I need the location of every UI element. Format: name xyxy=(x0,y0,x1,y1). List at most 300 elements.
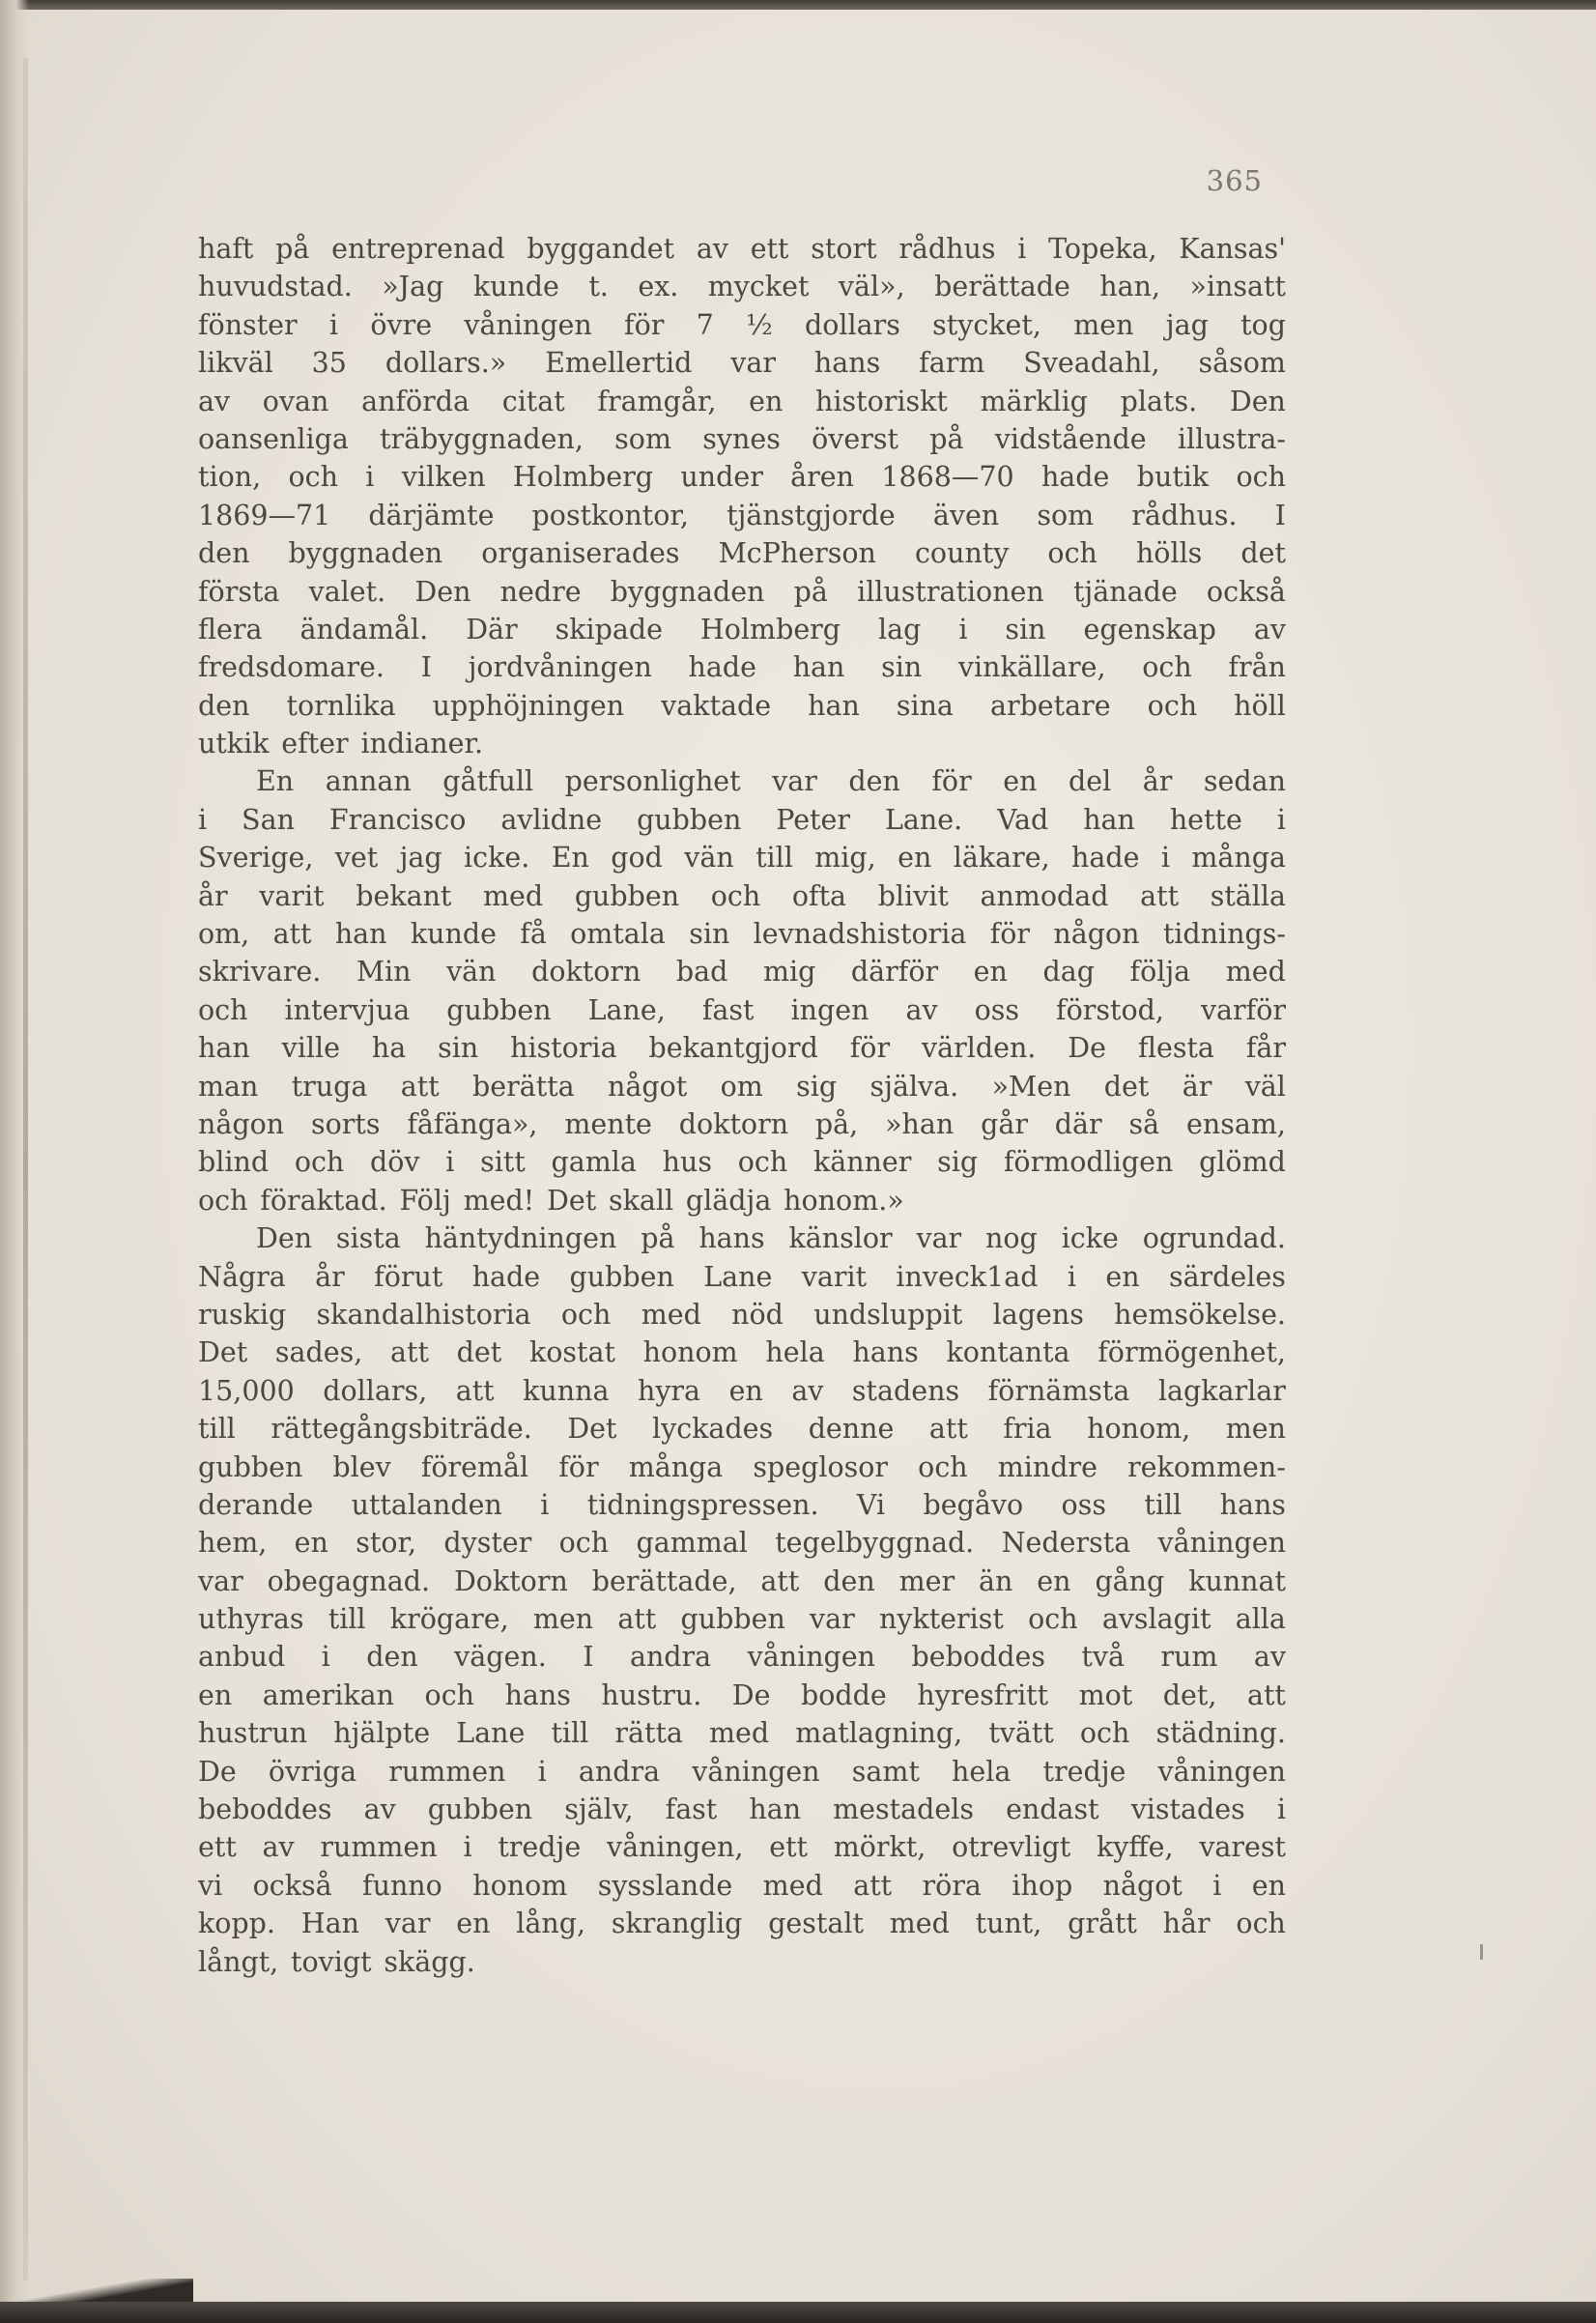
word: skipade xyxy=(555,613,663,645)
ink-speck xyxy=(1480,1944,1483,1960)
word: McPherson xyxy=(718,537,876,570)
word: i xyxy=(958,613,968,645)
word: I xyxy=(583,1641,594,1674)
word: kostat xyxy=(528,1336,615,1369)
word: även xyxy=(932,499,1000,531)
word: en xyxy=(898,842,932,875)
word: världen. xyxy=(922,1032,1037,1065)
word: i xyxy=(321,1641,330,1674)
word: första xyxy=(198,575,280,608)
word: tegelbyggnad. xyxy=(775,1527,975,1560)
word: byggnaden xyxy=(610,575,765,608)
text-line xyxy=(198,1867,1286,1905)
word: med xyxy=(709,1717,770,1750)
word: ställa xyxy=(1210,879,1286,912)
word: tog xyxy=(1240,308,1286,341)
word: hyresfritt xyxy=(917,1678,1049,1711)
word: något xyxy=(608,1070,688,1103)
text-line xyxy=(198,1182,1286,1219)
word: Lane. xyxy=(884,803,963,836)
word: våningen xyxy=(464,308,592,341)
text-line xyxy=(198,268,1286,305)
scan-bottom-edge xyxy=(0,2302,1596,2323)
word: ogrundad. xyxy=(1142,1222,1286,1255)
word: förut xyxy=(374,1260,443,1293)
text-line xyxy=(198,725,1286,762)
word: kyffe, xyxy=(1097,1831,1174,1864)
word: tidningspressen. xyxy=(586,1488,819,1521)
word: föraktad. xyxy=(260,1184,387,1217)
word: en xyxy=(973,956,1008,989)
word: fast xyxy=(665,1793,718,1826)
word: i xyxy=(1276,1793,1286,1826)
word: begåvo xyxy=(923,1488,1024,1521)
word: kunnat xyxy=(1188,1564,1286,1597)
word: lång, xyxy=(516,1907,586,1940)
word: med! xyxy=(463,1184,535,1217)
word: därjämte xyxy=(368,499,495,531)
word: anförda xyxy=(361,385,470,417)
word: varit xyxy=(259,879,325,912)
word: Peter xyxy=(776,803,851,836)
word: vilken xyxy=(401,461,486,494)
word: på xyxy=(793,575,828,608)
word: i xyxy=(540,1488,550,1521)
text-line xyxy=(198,573,1286,611)
text-line xyxy=(198,383,1286,420)
word: egenskap xyxy=(1083,613,1216,645)
word: en xyxy=(728,1374,763,1407)
word: Holmberg xyxy=(699,613,841,645)
word: gamla xyxy=(551,1146,637,1179)
word: blind xyxy=(198,1146,270,1179)
word: på, xyxy=(814,1107,859,1140)
text-line xyxy=(198,648,1286,686)
word: »insatt xyxy=(1189,271,1286,303)
word: var xyxy=(198,1564,243,1597)
word: också xyxy=(252,1869,332,1902)
word: mindre xyxy=(997,1450,1097,1483)
word: nykterist xyxy=(879,1603,1004,1636)
word: gubben xyxy=(574,879,680,912)
word: tornlika xyxy=(286,689,396,722)
word: av xyxy=(1253,1641,1286,1674)
word: rekommen- xyxy=(1127,1450,1286,1483)
word: I xyxy=(420,651,432,684)
word: hade xyxy=(688,651,756,684)
word: överst xyxy=(812,422,898,455)
word: anbud xyxy=(198,1641,286,1674)
word: ovan xyxy=(262,385,329,417)
word: hustru. xyxy=(601,1678,702,1711)
word: sin xyxy=(881,651,923,684)
word: fredsdomare. xyxy=(198,651,385,684)
word: gestalt xyxy=(768,1907,864,1940)
word: också xyxy=(1206,575,1286,608)
word: skägg. xyxy=(384,1945,475,1978)
word: endast xyxy=(1006,1793,1099,1826)
word: tredje xyxy=(498,1831,582,1864)
word: varit xyxy=(801,1260,868,1293)
word: förmögenhet, xyxy=(1097,1336,1286,1369)
word: en xyxy=(456,1907,491,1940)
word: någon xyxy=(1053,918,1140,951)
word: ett xyxy=(750,233,789,265)
word: rådhus xyxy=(898,233,996,265)
word: Det xyxy=(547,1184,597,1217)
word: hans xyxy=(698,1222,765,1255)
word: oansenliga xyxy=(198,422,349,455)
word: vän xyxy=(684,842,734,875)
word: nog xyxy=(985,1222,1038,1255)
word: var xyxy=(730,347,776,380)
word: och xyxy=(1236,1907,1286,1940)
word: såsom xyxy=(1198,347,1286,380)
text-line xyxy=(198,497,1286,534)
word: valet. xyxy=(308,575,386,608)
word: mig, xyxy=(814,842,876,875)
word: sig xyxy=(796,1070,838,1103)
word: De xyxy=(731,1678,771,1711)
word: Den xyxy=(256,1222,313,1255)
text-line xyxy=(198,1524,1286,1562)
word: honom.» xyxy=(784,1184,904,1217)
text-line xyxy=(198,230,1286,268)
word: var xyxy=(772,765,817,798)
word: jordvåningen xyxy=(468,651,652,684)
word: en xyxy=(1105,1260,1140,1293)
word: kunde xyxy=(472,271,559,303)
word: och xyxy=(558,1527,610,1560)
word: 15,000 xyxy=(198,1374,295,1407)
word: lyckades xyxy=(651,1413,774,1446)
word: hans xyxy=(813,347,881,380)
word: han xyxy=(808,689,860,722)
word: hela xyxy=(952,1755,1012,1788)
gutter-line xyxy=(23,58,28,2280)
word: skall xyxy=(608,1184,674,1217)
word: år xyxy=(1142,765,1173,798)
word: för xyxy=(558,1450,599,1483)
word: en xyxy=(749,385,784,417)
word: rummen xyxy=(320,1831,438,1864)
word: sig xyxy=(937,1146,979,1179)
word: likväl xyxy=(198,347,273,380)
word: väl», xyxy=(838,271,905,303)
word: byggnaden xyxy=(288,537,443,570)
word: träbyggnaden, xyxy=(380,422,584,455)
word: sina xyxy=(896,689,954,722)
text-line xyxy=(198,1105,1286,1143)
word: En xyxy=(256,765,295,798)
word: doktorn xyxy=(678,1107,789,1140)
word: för xyxy=(624,308,665,341)
word: många xyxy=(1191,842,1286,875)
word: otrevligt xyxy=(952,1831,1071,1864)
word: glömd xyxy=(1199,1146,1286,1179)
word: sysslande xyxy=(597,1869,733,1902)
word: hans xyxy=(504,1678,571,1711)
word: att xyxy=(272,918,312,951)
word: hade xyxy=(1071,842,1140,875)
word: gång xyxy=(1095,1564,1165,1597)
word: hjälpte xyxy=(333,1717,431,1750)
word: var xyxy=(916,1222,962,1255)
word: på xyxy=(929,422,964,455)
word: får xyxy=(1245,1032,1286,1065)
word: den xyxy=(198,689,250,722)
word: och xyxy=(1047,537,1097,570)
word: något xyxy=(1102,1869,1183,1902)
word: gubben xyxy=(198,1450,303,1483)
word: av xyxy=(198,385,231,417)
word: hette xyxy=(1169,803,1242,836)
word: lagkarlar xyxy=(1157,1374,1286,1407)
word: stycket, xyxy=(932,308,1041,341)
word: att xyxy=(400,1070,440,1103)
word: i xyxy=(445,1146,455,1179)
word: varest xyxy=(1199,1831,1286,1864)
word: dyster xyxy=(443,1527,532,1560)
word: amerikan xyxy=(262,1678,395,1711)
text-line xyxy=(198,1943,1286,1981)
word: och xyxy=(918,1450,968,1483)
word: krögare, xyxy=(389,1603,509,1636)
word: sin xyxy=(1005,613,1046,645)
word: och xyxy=(560,1298,612,1331)
word: städning. xyxy=(1155,1717,1286,1750)
word: rådhus. xyxy=(1131,499,1238,531)
word: hans xyxy=(1219,1488,1286,1521)
word: rum xyxy=(1160,1641,1218,1674)
word: av xyxy=(905,993,938,1026)
word: någon xyxy=(198,1107,285,1140)
text-line xyxy=(198,458,1286,496)
word: dollars xyxy=(804,308,900,341)
word: honom xyxy=(472,1869,568,1902)
word: flera xyxy=(198,613,263,645)
word: tjänstgjorde xyxy=(727,499,896,531)
word: han xyxy=(749,1793,802,1826)
word: följa xyxy=(1129,956,1191,989)
word: god xyxy=(611,842,663,875)
word: postkontor, xyxy=(531,499,689,531)
word: särdeles xyxy=(1168,1260,1286,1293)
word: ½ xyxy=(746,308,773,341)
page-number: 365 xyxy=(1206,164,1263,197)
word: kontanta xyxy=(946,1336,1070,1369)
word: rättegångsbiträde. xyxy=(271,1413,532,1446)
word: att xyxy=(928,1413,968,1446)
word: efter xyxy=(281,728,349,760)
text-line xyxy=(198,611,1286,648)
word: mörkt, xyxy=(833,1831,926,1864)
word: höll xyxy=(1234,689,1286,722)
word: Det xyxy=(198,1336,248,1369)
word: vinkällare, xyxy=(957,651,1106,684)
word: med xyxy=(762,1869,823,1902)
word: för xyxy=(849,1032,891,1065)
text-line xyxy=(198,915,1286,953)
word: ruskig xyxy=(198,1298,287,1331)
word: Han xyxy=(300,1907,359,1940)
word: hade xyxy=(471,1260,541,1293)
word: långt, xyxy=(198,1945,279,1978)
word: känner xyxy=(812,1146,912,1179)
word: men xyxy=(532,1603,594,1636)
word: av xyxy=(1253,613,1286,645)
word: jag xyxy=(1165,308,1209,341)
word: Några xyxy=(198,1260,286,1293)
word: Topeka, xyxy=(1048,233,1157,265)
word: till xyxy=(1144,1488,1183,1521)
word: berättade, xyxy=(591,1564,737,1597)
word: själv, xyxy=(564,1793,634,1826)
word: blev xyxy=(332,1450,391,1483)
word: Min xyxy=(356,956,412,989)
word: grått xyxy=(1068,1907,1137,1940)
word: han xyxy=(792,651,845,684)
word: sin xyxy=(689,918,730,951)
word: Den xyxy=(414,575,471,608)
word: lag xyxy=(878,613,922,645)
word: Kansas' xyxy=(1179,233,1286,265)
word: varför xyxy=(1200,993,1286,1026)
word: våningen xyxy=(747,1641,876,1674)
word: Nedersta xyxy=(1001,1527,1131,1560)
word: alla xyxy=(1235,1603,1286,1636)
word: i xyxy=(1276,803,1286,836)
word: man xyxy=(198,1070,259,1103)
word: den xyxy=(848,765,900,798)
word: oss xyxy=(1061,1488,1106,1521)
text-line xyxy=(198,420,1286,458)
word: att xyxy=(455,1374,495,1407)
word: historia xyxy=(510,1032,617,1065)
word: intervjua xyxy=(284,993,411,1026)
word: för xyxy=(989,918,1031,951)
word: våningen xyxy=(1157,1527,1286,1560)
word: gubben xyxy=(569,1260,674,1293)
word: I xyxy=(1274,499,1286,531)
word: dollars, xyxy=(323,1374,428,1407)
word: honom, xyxy=(1087,1413,1191,1446)
word: mente xyxy=(564,1107,652,1140)
word: andra xyxy=(629,1641,712,1674)
text-line xyxy=(198,1448,1286,1486)
word: han xyxy=(198,1032,250,1065)
word: övriga xyxy=(268,1755,357,1788)
word: annan xyxy=(325,765,412,798)
text-line xyxy=(198,1714,1286,1752)
word: till xyxy=(328,1603,366,1636)
word: undsluppit xyxy=(813,1298,963,1331)
word: få xyxy=(520,918,547,951)
word: kunde xyxy=(410,918,497,951)
text-line xyxy=(198,953,1286,990)
word: hustrun xyxy=(198,1717,308,1750)
text-line xyxy=(198,1334,1286,1371)
word: hans xyxy=(852,1336,919,1369)
word: en xyxy=(1037,1564,1071,1597)
word: och xyxy=(198,993,248,1026)
word: en xyxy=(1003,765,1038,798)
word: obegagnad. xyxy=(267,1564,431,1597)
word: skandalhistoria xyxy=(316,1298,531,1331)
word: själva. xyxy=(869,1070,959,1103)
word: och xyxy=(424,1678,475,1711)
word: skranglig xyxy=(611,1907,743,1940)
word: vägen. xyxy=(454,1641,547,1674)
word: där xyxy=(1054,1107,1102,1140)
word: mot xyxy=(1078,1678,1133,1711)
word: truga xyxy=(291,1070,368,1103)
word: inveck1ad xyxy=(896,1260,1039,1293)
word: och xyxy=(737,1146,788,1179)
word: speglosor xyxy=(753,1450,889,1483)
word: mig xyxy=(762,956,816,989)
word: ex. xyxy=(638,271,679,303)
word: personlighet xyxy=(564,765,741,798)
word: röra xyxy=(922,1869,982,1902)
word: rätta xyxy=(614,1717,683,1750)
word: som xyxy=(1037,499,1095,531)
word: Det xyxy=(567,1413,617,1446)
word: som xyxy=(614,422,671,455)
word: berättade xyxy=(934,271,1070,303)
word: Den xyxy=(1229,385,1286,417)
word: ville xyxy=(281,1032,340,1065)
word: anmodad xyxy=(980,879,1109,912)
word: blivit xyxy=(877,879,949,912)
word: samt xyxy=(851,1755,920,1788)
word: Lane xyxy=(703,1260,773,1293)
word: flesta xyxy=(1137,1032,1214,1065)
word: det, xyxy=(1162,1678,1217,1711)
word: entreprenad xyxy=(331,233,505,265)
word: framgår, xyxy=(597,385,717,417)
word: hemsökelse. xyxy=(1114,1298,1286,1331)
word: går xyxy=(981,1107,1028,1140)
word: ihop xyxy=(1012,1869,1073,1902)
word: skrivare. xyxy=(198,956,322,989)
word: och xyxy=(288,461,338,494)
text-line xyxy=(198,762,1286,800)
word: butik xyxy=(1136,461,1210,494)
text-line xyxy=(198,1296,1286,1334)
word: levnadshistoria xyxy=(753,918,967,951)
word: Lane, xyxy=(587,993,666,1026)
word: gubben xyxy=(637,803,742,836)
text-line xyxy=(198,1791,1286,1828)
word: jag xyxy=(399,842,442,875)
word: i xyxy=(1160,842,1170,875)
word: om xyxy=(720,1070,763,1103)
word: berätta xyxy=(472,1070,575,1103)
word: på xyxy=(641,1222,675,1255)
word: del xyxy=(1068,765,1112,798)
word: ett xyxy=(769,1831,808,1864)
word: och xyxy=(294,1146,345,1179)
word: Holmberg xyxy=(512,461,654,494)
word: han, xyxy=(1099,271,1161,303)
word: »Men xyxy=(991,1070,1071,1103)
text-line xyxy=(198,1753,1286,1791)
text-line xyxy=(198,344,1286,382)
word: upphöjningen xyxy=(432,689,625,722)
word: tion, xyxy=(198,461,262,494)
word: förnämsta xyxy=(987,1374,1130,1407)
